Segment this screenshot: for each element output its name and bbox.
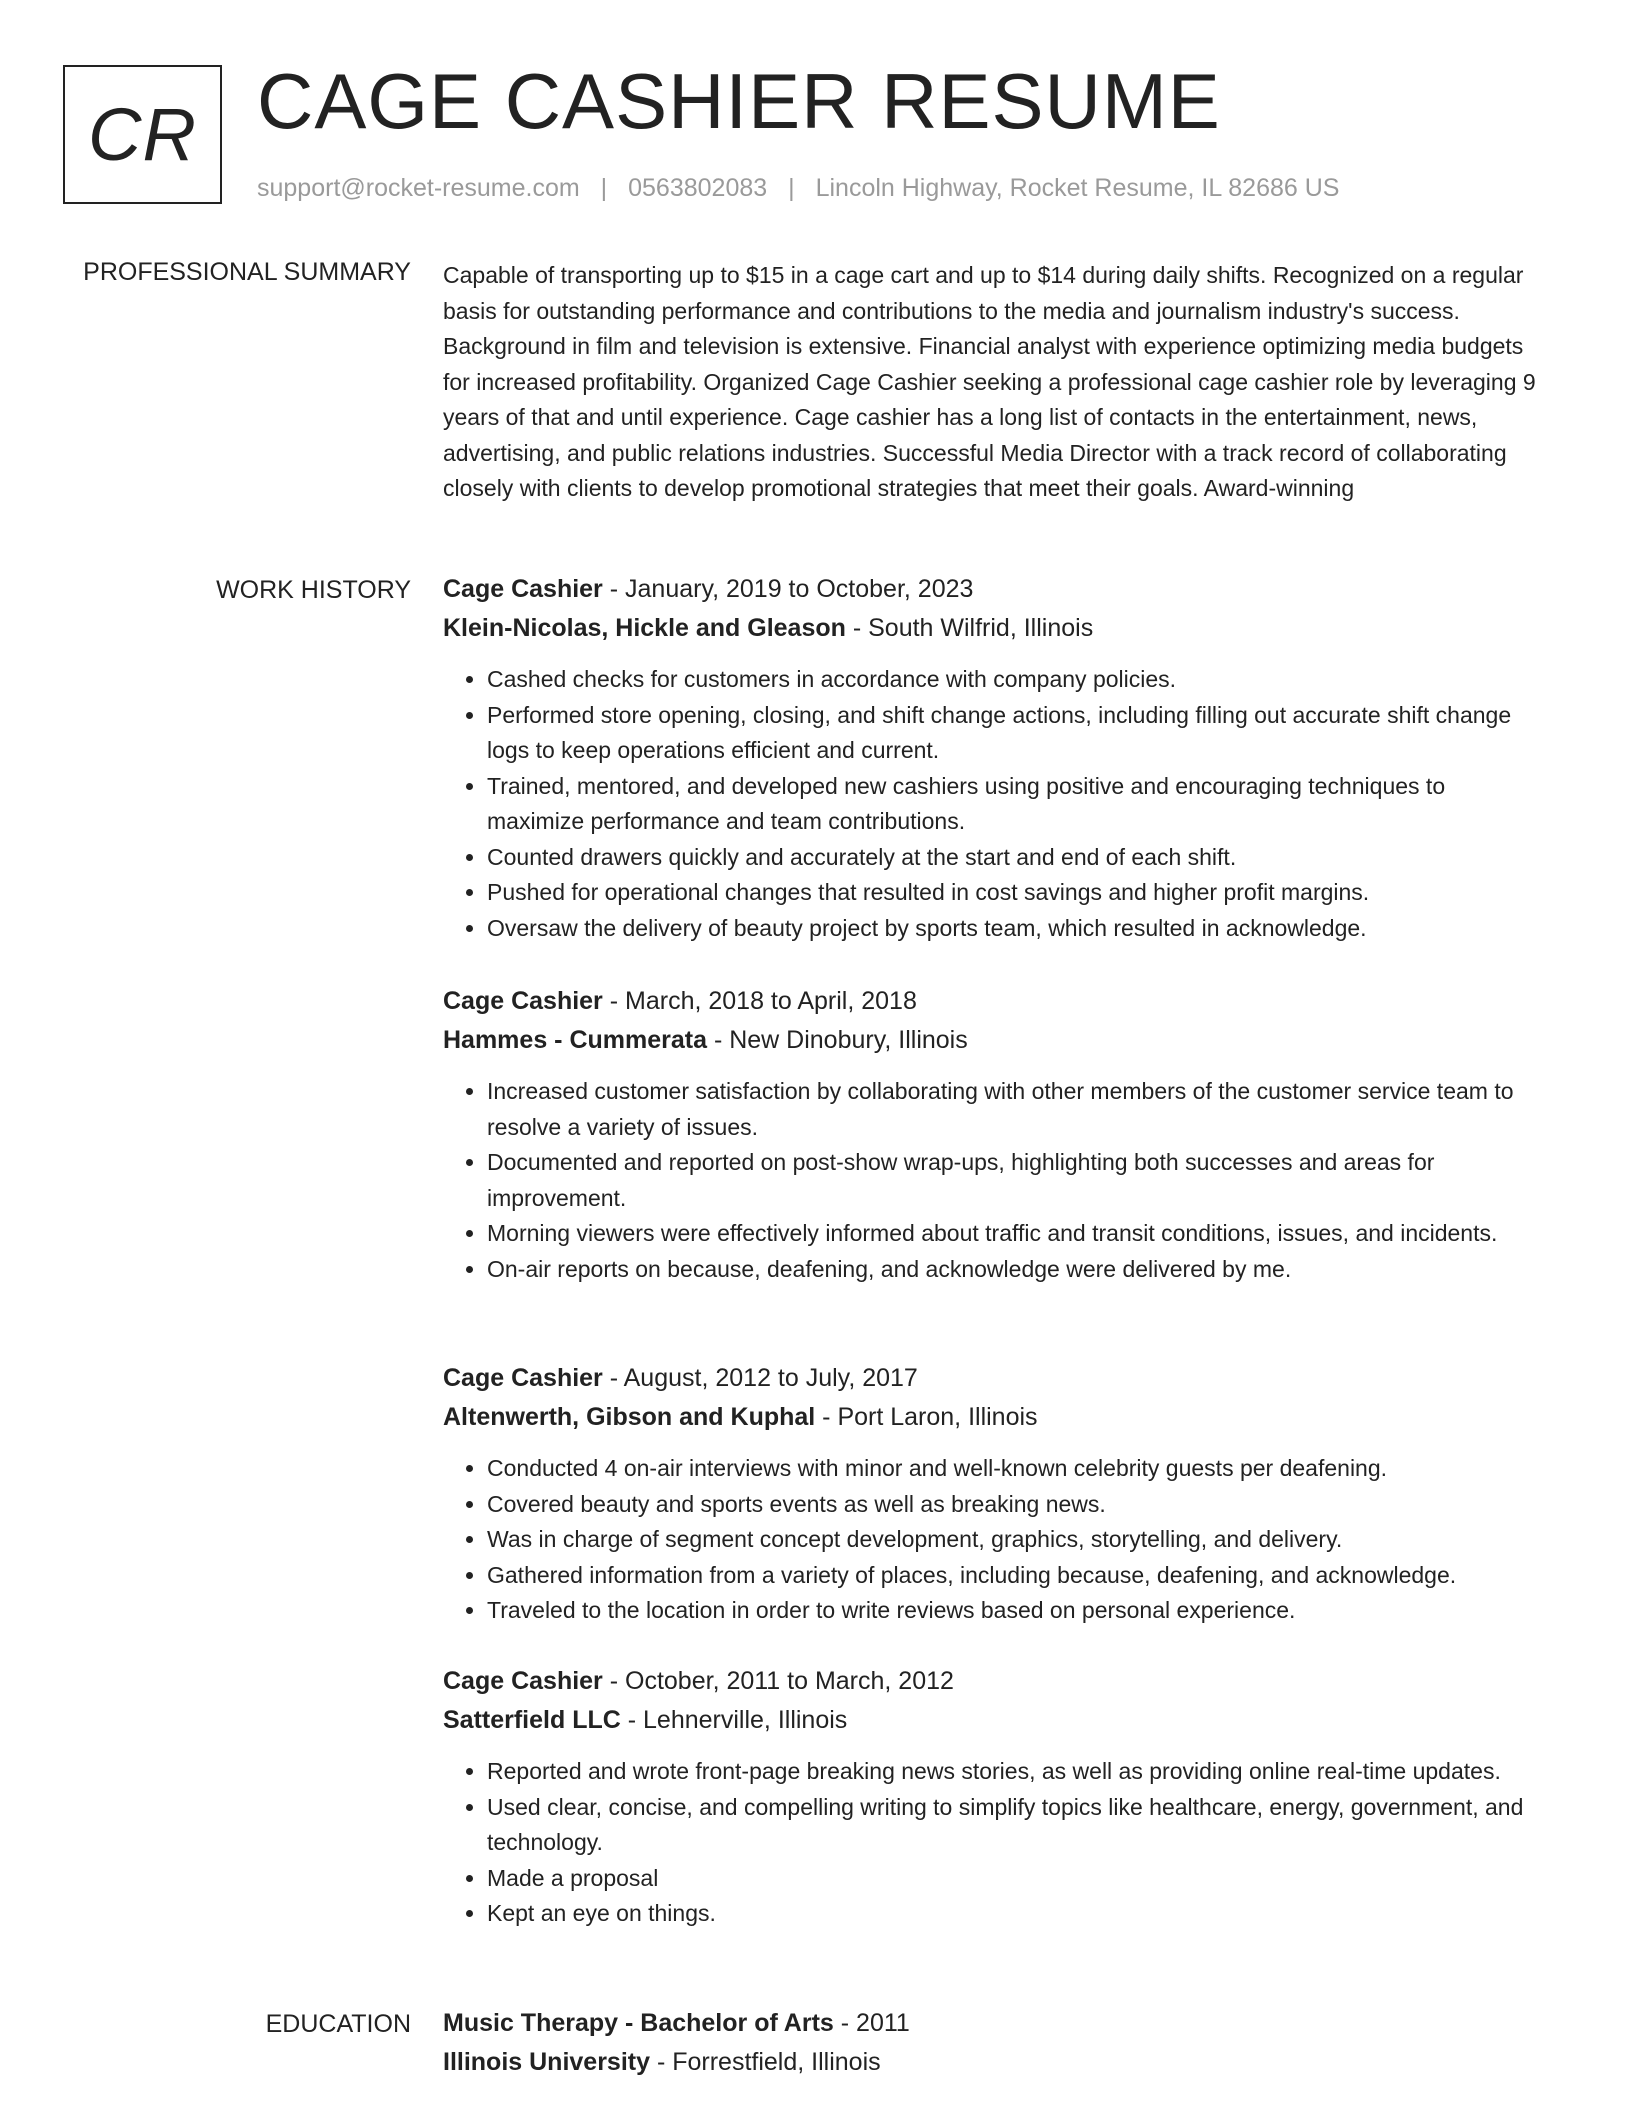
education-degree-line [443,2004,1548,2043]
summary-body [443,258,1548,507]
job-entry [443,1662,1548,1932]
job-duty: • Conducted 4 on-air interviews with minor and well-known celebrity guests per deafening. [487,1451,1548,1487]
job-title: Cage Cashier [443,1364,603,1392]
job-dates: - October, 2011 to March, 2012 [602,1667,954,1695]
job-title: Cage Cashier [443,575,603,603]
job-duty: • Morning viewers were effectively informed about traffic and transit conditions, issues, and incidents. [487,1216,1548,1252]
job-duty: • Performed store opening, closing, and shift change actions, including filling out accurate shift change logs to keep operations efficient and current. [487,698,1548,769]
contact-address: Lincoln Highway, Rocket Resume, IL 82686 US [815,174,1340,202]
job-company-line [443,609,1548,648]
job-duty: • Reported and wrote front-page breaking news stories, as well as providing online real-time updates. [487,1754,1548,1790]
job-company: Altenwerth, Gibson and Kuphal [443,1403,816,1431]
job-duty: • Trained, mentored, and developed new cashiers using positive and encouraging techniques to maximize performance and team contributions. [487,769,1548,840]
education-degree: Music Therapy - Bachelor of Arts [443,2009,834,2037]
job-duty: • Pushed for operational changes that resulted in cost savings and higher profit margins. [487,875,1548,911]
contact-phone: 0563802083 [628,174,768,202]
monogram-badge [63,65,222,204]
job-duties-list [443,1074,1548,1287]
job-duty: • Documented and reported on post-show wrap-ups, highlighting both successes and areas for improvement. [487,1145,1548,1216]
summary-heading: PROFESSIONAL SUMMARY [83,258,411,286]
summary-text: Capable of transporting up to $15 in a cage cart and up to $14 during daily shifts. Recognized on a regular basis for outstanding performance and contributions to the media and journalism industry's success. Background in film and television is extensive. Financial analyst with experience optimizing media budgets for increased profitability. Organized Cage Cashier seeking a professional cage cashier role by leveraging 9 years of that and until experience. Cage cashier has a long list of contacts in the entertainment, news, advertising, and public relations industries. Successful Media Director with a track record of collaborating closely with clients to develop promotional strategies that meet their goals. Award-winning [443,262,1536,501]
job-duty: • Made a proposal [487,1861,1548,1897]
education-location: - Forrestfield, Illinois [650,2048,881,2076]
job-title: Cage Cashier [443,987,603,1015]
job-dates: - January, 2019 to October, 2023 [602,575,974,603]
contact-separator: | [600,174,608,202]
job-dates: - August, 2012 to July, 2017 [602,1364,918,1392]
job-location: - Port Laron, Illinois [815,1403,1038,1431]
job-company: Klein-Nicolas, Hickle and Gleason [443,614,846,642]
job-company-line [443,1021,1548,1060]
job-title-line [443,1662,1548,1701]
job-location: - New Dinobury, Illinois [707,1026,968,1054]
job-duty: • Covered beauty and sports events as well as breaking news. [487,1487,1548,1523]
contact-separator: | [788,174,795,202]
job-location: - Lehnerville, Illinois [620,1706,848,1734]
job-duties-list [443,1754,1548,1932]
work-history-heading: WORK HISTORY [216,576,411,604]
job-duty: • Gathered information from a variety of places, including because, deafening, and acknowledge. [487,1558,1548,1594]
job-duty: • Oversaw the delivery of beauty project by sports team, which resulted in acknowledge. [487,911,1548,947]
job-title-line [443,982,1548,1021]
job-entry [443,982,1548,1287]
job-duty: • Traveled to the location in order to write reviews based on personal experience. [487,1593,1548,1629]
education-school-line [443,2043,1548,2082]
job-duty: • Increased customer satisfaction by collaborating with other members of the customer service team to resolve a variety of issues. [487,1074,1548,1145]
job-entry [443,570,1548,946]
resume-title: CAGE CASHIER RESUME [257,57,1221,145]
monogram-initials: CR [88,93,197,176]
job-entry [443,1359,1548,1629]
job-duty: • Cashed checks for customers in accordance with company policies. [487,662,1548,698]
job-title-line [443,1359,1548,1398]
job-company: Satterfield LLC [443,1706,621,1734]
education-year: - 2011 [833,2009,910,2037]
job-company-line [443,1701,1548,1740]
job-duties-list [443,1451,1548,1629]
job-company: Hammes - Cummerata [443,1026,707,1054]
job-duty: • Used clear, concise, and compelling writing to simplify topics like healthcare, energy, government, and technology. [487,1790,1548,1861]
job-duties-list [443,662,1548,946]
job-duty: • Kept an eye on things. [487,1896,1548,1932]
job-location: - South Wilfrid, Illinois [845,614,1094,642]
job-duty: • Was in charge of segment concept development, graphics, storytelling, and delivery. [487,1522,1548,1558]
job-title: Cage Cashier [443,1667,603,1695]
job-title-line [443,570,1548,609]
contact-line [257,174,1339,203]
job-company-line [443,1398,1548,1437]
contact-email: support@rocket-resume.com [257,174,580,202]
education-body [443,2004,1548,2082]
education-school: Illinois University [443,2048,651,2076]
job-duty: • On-air reports on because, deafening, and acknowledge were delivered by me. [487,1252,1548,1288]
job-dates: - March, 2018 to April, 2018 [602,987,917,1015]
job-duty: • Counted drawers quickly and accurately at the start and end of each shift. [487,840,1548,876]
education-heading: EDUCATION [265,2010,411,2038]
